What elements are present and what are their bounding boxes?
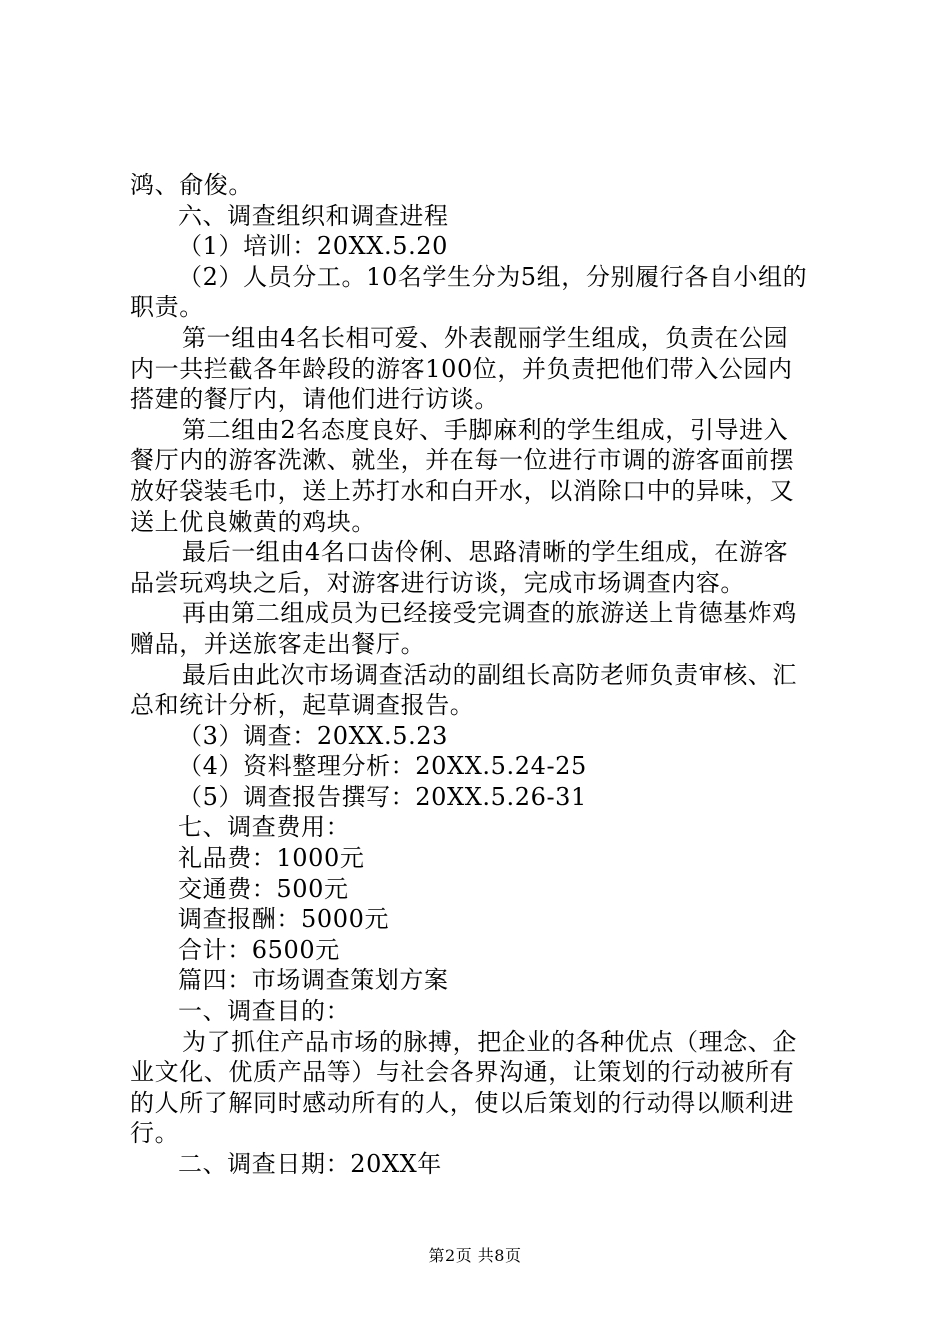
text-line: 餐厅内的游客洗漱、就坐，并在每一位进行市调的游客面前摆 xyxy=(130,446,795,475)
text-line: 赠品，并送旅客走出餐厅。 xyxy=(130,629,426,658)
text-line: 鸿、俞俊。 xyxy=(130,171,253,199)
text-line: 礼品费：1000元 xyxy=(178,844,365,873)
text-line: 送上优良嫩黄的鸡块。 xyxy=(130,507,376,536)
text-line: （1）培训：20XX.5.20 xyxy=(178,232,449,261)
text-line: 交通费：500元 xyxy=(178,874,349,903)
section-heading: 篇四：市场调查策划方案 xyxy=(178,966,449,995)
page-number-footer: 第2页 共8页 xyxy=(428,1246,522,1265)
text-line: 最后由此次市场调查活动的副组长高防老师负责审核、汇 xyxy=(182,660,797,689)
section-heading: 二、调查日期：20XX年 xyxy=(178,1150,442,1178)
text-line: （3）调查：20XX.5.23 xyxy=(178,721,449,750)
text-line: 第二组由2名态度良好、手脚麻利的学生组成，引导进入 xyxy=(182,415,789,444)
text-line: 为了抓住产品市场的脉搏，把企业的各种优点（理念、企 xyxy=(182,1027,797,1056)
section-heading: 七、调查费用： xyxy=(178,813,351,842)
text-line: 合计：6500元 xyxy=(178,935,340,964)
section-heading: 一、调查目的： xyxy=(178,997,351,1026)
text-line: 调查报酬：5000元 xyxy=(178,905,390,934)
text-line: （5）调查报告撰写：20XX.5.26-31 xyxy=(178,782,587,811)
text-line: 的人所了解同时感动所有的人，使以后策划的行动得以顺利进 xyxy=(130,1088,795,1117)
text-line: 内一共拦截各年龄段的游客100位，并负责把他们带入公园内 xyxy=(130,354,793,383)
text-line: 搭建的餐厅内，请他们进行访谈。 xyxy=(130,385,499,414)
text-line: 业文化、优质产品等）与社会各界沟通，让策划的行动被所有 xyxy=(130,1058,795,1087)
text-line: （4）资料整理分析：20XX.5.24-25 xyxy=(178,752,587,781)
text-line: 总和统计分析，起草调查报告。 xyxy=(130,691,475,720)
text-line: 最后一组由4名口齿伶俐、思路清晰的学生组成，在游客 xyxy=(182,538,789,567)
section-heading: 六、调查组织和调查进程 xyxy=(178,201,449,230)
text-line: 品尝玩鸡块之后，对游客进行访谈，完成市场调查内容。 xyxy=(130,568,745,597)
text-line: 第一组由4名长相可爱、外表靓丽学生组成，负责在公园 xyxy=(182,323,789,352)
text-line: 职责。 xyxy=(130,293,204,322)
text-line: 放好袋装毛巾，送上苏打水和白开水，以消除口中的异味，又 xyxy=(130,476,795,505)
text-line: （2）人员分工。10名学生分为5组，分别履行各自小组的 xyxy=(178,262,808,291)
text-line: 再由第二组成员为已经接受完调查的旅游送上肯德基炸鸡 xyxy=(182,599,797,628)
document-body xyxy=(130,170,830,1180)
text-line: 行。 xyxy=(130,1119,180,1148)
